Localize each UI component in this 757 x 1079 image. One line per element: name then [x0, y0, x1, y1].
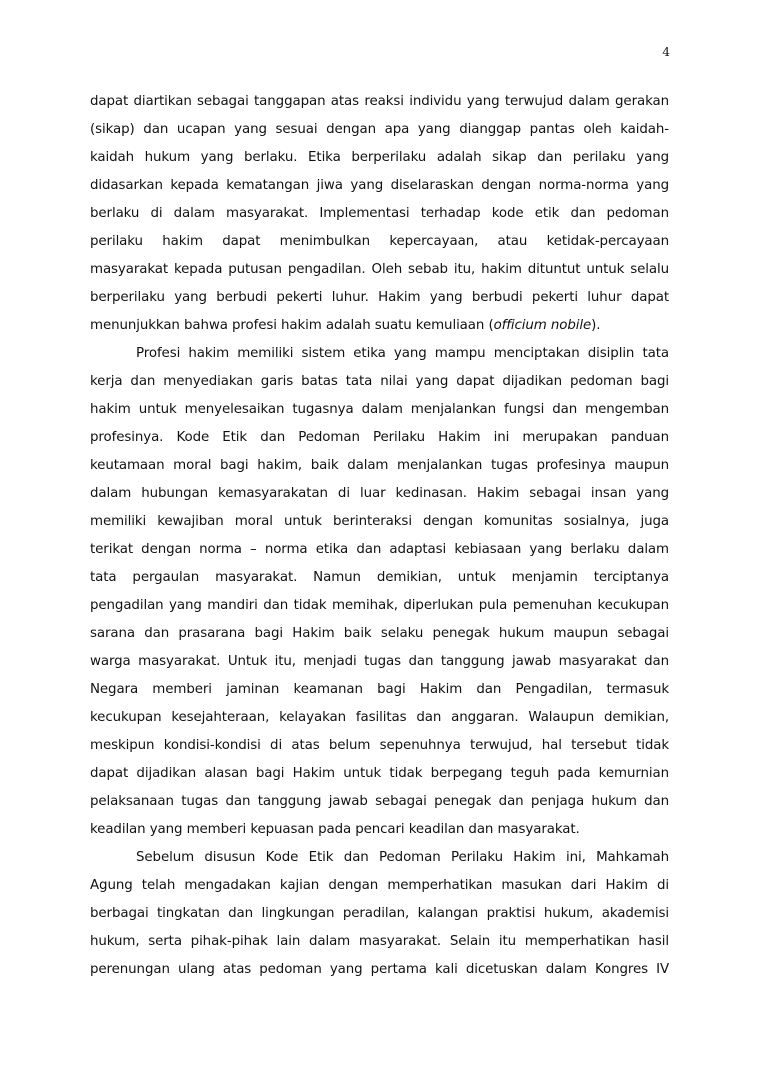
text-line: pengadilan yang mandiri dan tidak memihak, diperlukan pula pemenuhan kecukupan [90, 598, 669, 613]
text-line: dapat dijadikan alasan bagi Hakim untuk tidak berpegang teguh pada kemurnian [90, 766, 669, 781]
text-line: keadilan yang memberi kepuasan pada pencari keadilan dan masyarakat. [90, 822, 580, 837]
paragraph-3 [90, 844, 669, 984]
text-line: meskipun kondisi-kondisi di atas belum sepenuhnya terwujud, hal tersebut tidak [90, 738, 669, 753]
text-line: profesinya. Kode Etik dan Pedoman Perilaku Hakim ini merupakan panduan [90, 430, 669, 445]
text-line: pelaksanaan tugas dan tanggung jawab sebagai penegak dan penjaga hukum dan [90, 794, 669, 809]
page-number: 4 [662, 45, 670, 59]
text-line: masyarakat kepada putusan pengadilan. Oleh sebab itu, hakim dituntut untuk selalu [90, 262, 669, 277]
text-line: terikat dengan norma – norma etika dan adaptasi kebiasaan yang berlaku dalam [90, 542, 669, 557]
text-line: dapat diartikan sebagai tanggapan atas reaksi individu yang terwujud dalam gerakan [90, 94, 669, 109]
text-line: perenungan ulang atas pedoman yang pertama kali dicetuskan dalam Kongres IV [90, 962, 669, 977]
text-line: perilaku hakim dapat menimbulkan kepercayaan, atau ketidak-percayaan [90, 234, 669, 249]
text-line: tata pergaulan masyarakat. Namun demikian, untuk menjamin terciptanya [90, 570, 669, 585]
text-line: Agung telah mengadakan kajian dengan memperhatikan masukan dari Hakim di [90, 878, 669, 893]
text-line: berlaku di dalam masyarakat. Implementasi terhadap kode etik dan pedoman [90, 206, 669, 221]
text-line: Sebelum disusun Kode Etik dan Pedoman Perilaku Hakim ini, Mahkamah [136, 850, 669, 865]
text-line: hukum, serta pihak-pihak lain dalam masyarakat. Selain itu memperhatikan hasil [90, 934, 669, 949]
text-line: kerja dan menyediakan garis batas tata nilai yang dapat dijadikan pedoman bagi [90, 374, 669, 389]
text-line [90, 312, 669, 340]
text-line: dalam hubungan kemasyarakatan di luar kedinasan. Hakim sebagai insan yang [90, 486, 669, 501]
document-body [90, 88, 669, 984]
text-line: didasarkan kepada kematangan jiwa yang diselaraskan dengan norma-norma yang [90, 178, 669, 193]
paragraph-1 [90, 88, 669, 340]
text-line: berperilaku yang berbudi pekerti luhur. Hakim yang berbudi pekerti luhur dapat [90, 290, 669, 305]
paragraph-2 [90, 340, 669, 844]
text-line: warga masyarakat. Untuk itu, menjadi tugas dan tanggung jawab masyarakat dan [90, 654, 669, 669]
text-line: memiliki kewajiban moral untuk berinteraksi dengan komunitas sosialnya, juga [90, 514, 669, 529]
text-line: Negara memberi jaminan keamanan bagi Hakim dan Pengadilan, termasuk [90, 682, 669, 697]
italic-term: officium nobile [493, 318, 592, 333]
text-segment: ). [591, 318, 601, 333]
text-line: hakim untuk menyelesaikan tugasnya dalam menjalankan fungsi dan mengemban [90, 402, 669, 417]
text-line: kaidah hukum yang berlaku. Etika berperilaku adalah sikap dan perilaku yang [90, 150, 669, 165]
text-line: kecukupan kesejahteraan, kelayakan fasilitas dan anggaran. Walaupun demikian, [90, 710, 669, 725]
text-line: berbagai tingkatan dan lingkungan peradilan, kalangan praktisi hukum, akademisi [90, 906, 669, 921]
text-line: Profesi hakim memiliki sistem etika yang mampu menciptakan disiplin tata [136, 346, 669, 361]
text-line: keutamaan moral bagi hakim, baik dalam menjalankan tugas profesinya maupun [90, 458, 669, 473]
text-line: (sikap) dan ucapan yang sesuai dengan apa yang dianggap pantas oleh kaidah- [90, 122, 669, 137]
text-segment: menunjukkan bahwa profesi hakim adalah suatu kemuliaan ( [90, 318, 494, 333]
text-line: sarana dan prasarana bagi Hakim baik selaku penegak hukum maupun sebagai [90, 626, 669, 641]
